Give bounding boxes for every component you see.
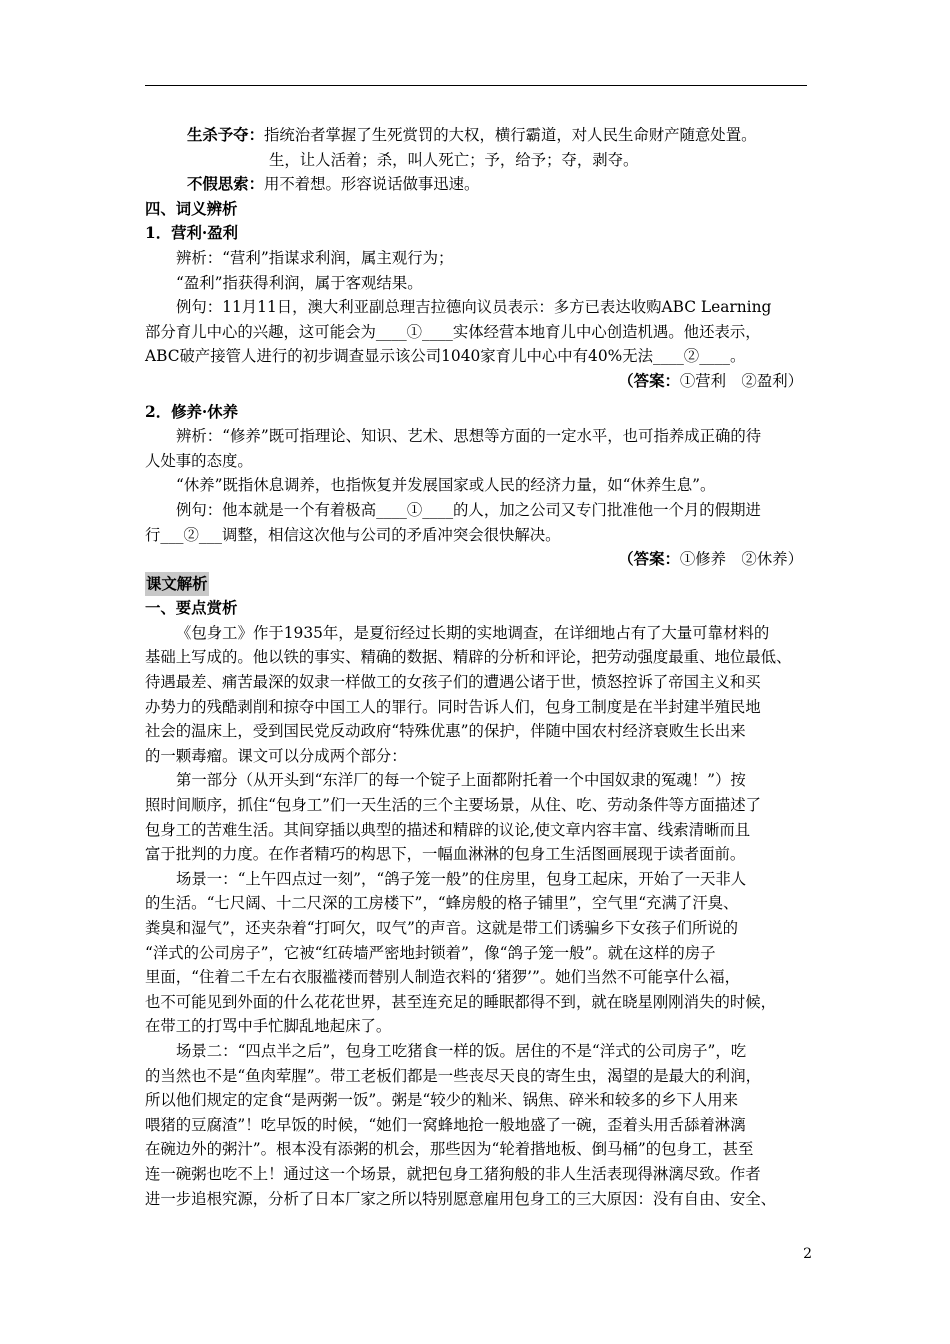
paragraph-line: 场景二：“四点半之后”，包身工吃猪食一样的饭。居住的不是“洋式的公司房子”，吃 [176, 1041, 747, 1060]
term-definition-continued: 生，让人活着；杀，叫人死亡；予，给予；夺，剥夺。 [269, 150, 639, 169]
paragraph-line: 《包身工》作于1935年，是夏衍经过长期的实地调查，在详细地占有了大量可靠材料的 [176, 623, 770, 642]
answer-line [145, 369, 807, 394]
paragraph [145, 867, 807, 1039]
paragraph-line: 包身工的苦难生活。其间穿插以典型的描述和精辟的议论,使文章内容丰富、线索清晰而且 [145, 820, 751, 839]
page-number: 2 [803, 1246, 812, 1262]
answer-text: ①营利 ②盈利） [679, 371, 803, 390]
example-text: 行___②___调整，相信这次他与公司的矛盾冲突会很快解决。 [145, 525, 561, 544]
term-definition: 用不着想。形容说话做事迅速。 [263, 175, 480, 194]
example-text: ABC破产接管人进行的初步调查显示该公司1040家育儿中心中有40%无法____②____。 [145, 347, 746, 366]
paragraph-line: 在带工的打骂中手忙脚乱地起床了。 [145, 1017, 392, 1036]
analysis-text: 人处事的态度。 [145, 451, 253, 470]
example-text: 部分育儿中心的兴趣，这可能会为____①____实体经营本地育儿中心创造机遇。他还表示， [145, 322, 761, 341]
paragraph-line: 照时间顺序，抓住“包身工”们一天生活的三个主要场景，从住、吃、劳动条件等方面描述了 [145, 796, 761, 815]
paragraph [145, 621, 807, 769]
analysis-text: “休养”既指休息调养，也指恢复并发展国家或人民的经济力量，如“休养生息”。 [176, 476, 716, 495]
term-label: 生杀予夺： [187, 126, 264, 144]
page-content [145, 123, 807, 1211]
paragraph-line: 在碗边外的粥汁”。根本没有添粥的机会，那些因为“轮着揩地板、倒马桶”的包身工，甚至 [145, 1140, 754, 1159]
highlighted-heading: 课文解析 [145, 572, 209, 597]
paragraph [145, 768, 807, 866]
paragraph-line: 第一部分（从开头到“东洋厂的每一个锭子上面都附托着一个中国奴隶的冤魂！”）按 [176, 771, 746, 790]
answer-label: （答案： [618, 550, 680, 569]
answer-label: （答案： [618, 371, 680, 390]
paragraph-line: 连一碗粥也吃不上！通过这一个场景，就把包身工猪狗般的非人生活表现得淋漓尽致。作者 [145, 1164, 761, 1183]
paragraph-line: 办势力的残酷剥削和掠夺中国工人的罪行。同时告诉人们，包身工制度是在半封建半殖民地 [145, 697, 761, 716]
paragraph [145, 1039, 807, 1211]
term-label: 不假思索： [187, 175, 264, 194]
analysis-text: “盈利”指获得利润，属于客观结果。 [176, 273, 423, 292]
example-text: 例句：11月11日，澳大利亚副总理吉拉德向议员表示：多方已表达收购ABC Learning [176, 298, 772, 317]
analysis-text: 辨析：“营利”指谋求利润，属主观行为； [176, 248, 454, 267]
paragraph-line: 的一颗毒瘤。课文可以分成两个部分： [145, 746, 407, 765]
paragraph-line: 富于批判的力度。在作者精巧的构思下，一幅血淋淋的包身工生活图画展现于读者面前。 [145, 845, 746, 864]
paragraph-line: 基础上写成的。他以铁的事实、精确的数据、精辟的分析和评论，把劳动强度最重、地位最低、 [145, 648, 792, 667]
paragraph-line: 社会的温床上，受到国民党反动政府“特殊优惠”的保护，伴随中国农村经济衰败生长出来 [145, 722, 746, 741]
analysis-text: 辨析：“修养”既可指理论、知识、艺术、思想等方面的一定水平，也可指养成正确的待 [176, 427, 762, 446]
paragraph-line: 的当然也不是“鱼肉荤腥”。带工老板们都是一些丧尽天良的寄生虫，渴望的是最大的利润， [145, 1066, 761, 1085]
paragraph-line: 里面，“住着二千左右衣服褴褛而替别人制造衣料的‘猪猡’”。她们当然不可能享什么福， [145, 968, 740, 987]
paragraph-line: 待遇最差、痛苦最深的奴隶一样做工的女孩子们的遭遇公诸于世，愤怒控诉了帝国主义和买 [145, 673, 761, 692]
item-heading: 2．修养·休养 [145, 402, 239, 421]
item-heading: 1．营利·盈利 [145, 224, 239, 243]
answer-text: ①修养 ②休养） [679, 550, 803, 569]
highlighted-heading-row [145, 572, 807, 597]
paragraph-line: 也不可能见到外面的什么花花世界，甚至连充足的睡眠都得不到，就在晓星刚刚消失的时候， [145, 992, 777, 1011]
section-heading: 四、词义辨析 [145, 199, 238, 218]
paragraph-line: 的生活。“七尺阔、十二尺深的工房楼下”，“蜂房般的格子铺里”，空气里“充满了汗臭、 [145, 894, 739, 913]
paragraph-line: “洋式的公司房子”，它被“红砖墙严密地封锁着”，像“鸽子笼一般”。就在这样的房子 [145, 943, 716, 962]
header-rule [145, 85, 807, 86]
paragraph-line: 喂猪的豆腐渣”！吃早饭的时候，“她们一窝蜂地抢一般地盛了一碗，歪着头用舌舔着淋漓 [145, 1115, 746, 1134]
example-text: 例句：他本就是一个有着极高____①____的人，加之公司又专门批准他一个月的假期进 [176, 500, 761, 519]
paragraph-line: 场景一：“上午四点过一刻”，“鸽子笼一般”的住房里，包身工起床，开始了一天非人 [176, 869, 747, 888]
term-entry [145, 172, 807, 197]
term-entry [145, 123, 807, 148]
answer-line [145, 547, 807, 572]
paragraph-line: 进一步追根究源，分析了日本厂家之所以特别愿意雇用包身工的三大原因：没有自由、安全、 [145, 1189, 777, 1208]
paragraph-line: 所以他们规定的定食“是两粥一饭”。粥是“较少的籼米、锅焦、碎米和较多的乡下人用来 [145, 1091, 739, 1110]
section-heading: 一、要点赏析 [145, 599, 238, 618]
paragraph-line: 粪臭和湿气”，还夹杂着“打呵欠，叹气”的声音。这就是带工们诱骗乡下女孩子们所说的 [145, 919, 739, 937]
term-definition: 指统治者掌握了生死赏罚的大权，横行霸道，对人民生命财产随意处置。 [263, 126, 757, 144]
